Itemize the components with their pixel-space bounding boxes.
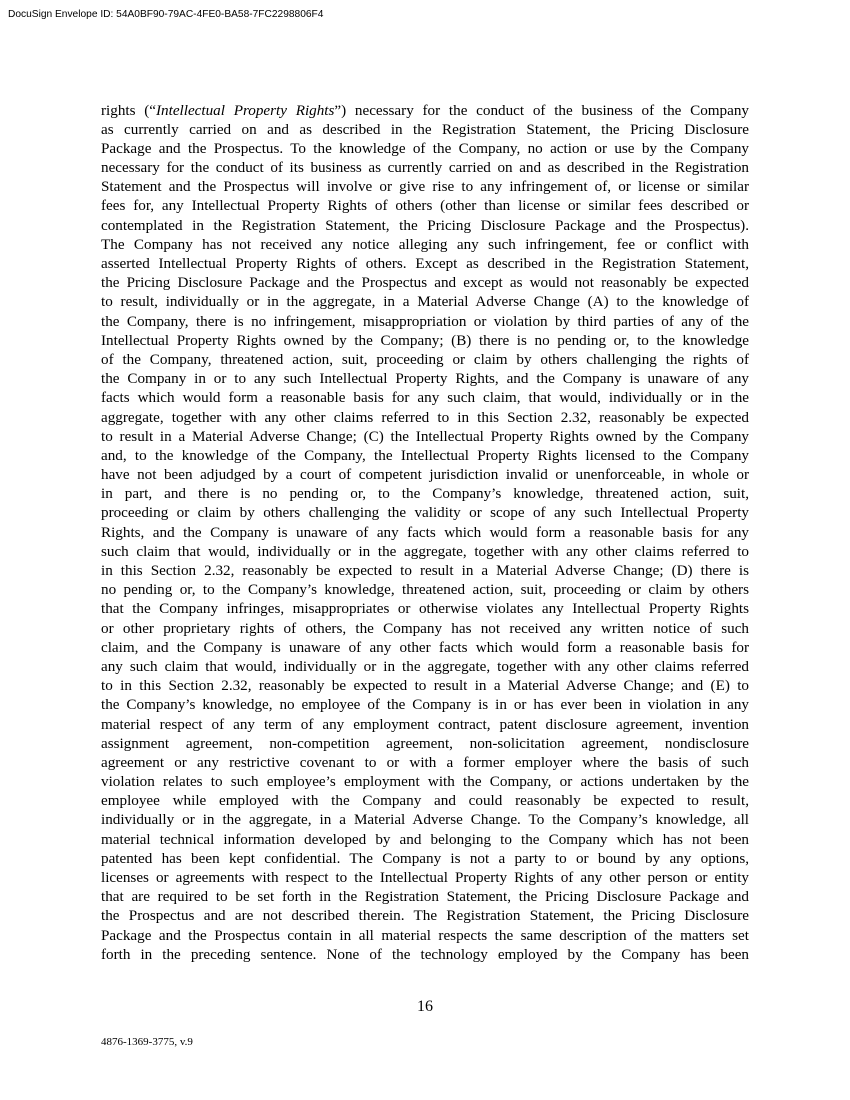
paragraph-line: and, to the knowledge of the Company, the Intellectual Property Rights licensed to the Company [101, 446, 749, 464]
paragraph-line: Rights, and the Company is unaware of any facts which would form a reasonable basis for any [101, 523, 749, 541]
paragraph-line: fees for, any Intellectual Property Rights of others (other than license or similar fees described or [101, 197, 749, 215]
docusign-envelope-id: DocuSign Envelope ID: 54A0BF90-79AC-4FE0-BA58-7FC2298806F4 [8, 9, 324, 20]
paragraph-line: or other proprietary rights of others, the Company has not received any written notice of such [101, 619, 749, 637]
paragraph-line: The Company has not received any notice alleging any such infringement, fee or conflict with [101, 235, 749, 253]
paragraph-line: have not been adjudged by a court of competent jurisdiction invalid or unenforceable, in whole or [101, 466, 749, 484]
paragraph-line: such claim that would, individually or in the aggregate, together with any other claims referred to [101, 542, 749, 560]
paragraph-line: necessary for the conduct of its business as currently carried on and as described in the Registration [101, 159, 749, 177]
paragraph-line: of the Company, threatened action, suit, proceeding or claim by others challenging the rights of [101, 350, 749, 368]
defined-term: Intellectual Property Rights [156, 101, 335, 119]
paragraph-line: to result in a Material Adverse Change; (C) the Intellectual Property Rights owned by the Company [101, 427, 749, 445]
paragraph-line: Package and the Prospectus contain in all material respects the same description of the matters set [101, 926, 749, 944]
body-paragraph [101, 101, 749, 964]
paragraph-line: to in this Section 2.32, reasonably be expected to result in a Material Adverse Change; and (E) to [101, 677, 749, 695]
page-number: 16 [417, 998, 433, 1015]
paragraph-line: forth in the preceding sentence. None of the technology employed by the Company has been [101, 945, 749, 963]
paragraph-line: aggregate, together with any other claims referred to in this Section 2.32, reasonably be expected [101, 408, 749, 426]
paragraph-line: assignment agreement, non-competition agreement, non-solicitation agreement, nondisclosure [101, 734, 749, 752]
paragraph-line: that are required to be set forth in the Registration Statement, the Pricing Disclosure Package and [101, 888, 749, 906]
paragraph-line: the Company’s knowledge, no employee of the Company is in or has ever been in violation in any [101, 696, 749, 714]
paragraph-line: individually or in the aggregate, in a Material Adverse Change. To the Company’s knowledge, all [101, 811, 749, 829]
paragraph-line: agreement or any restrictive covenant to or with a former employer where the basis of such [101, 753, 749, 771]
paragraph-line: claim, and the Company is unaware of any other facts which would form a reasonable basis for [101, 638, 749, 656]
paragraph-line: facts which would form a reasonable basis for any such claim, that would, individually or in the [101, 389, 749, 407]
paragraph-line: the Pricing Disclosure Package and the Prospectus and except as would not reasonably be expected [101, 274, 749, 292]
paragraph-line: the Company in or to any such Intellectual Property Rights, and the Company is unaware of any [101, 370, 749, 388]
paragraph-line: material technical information developed by and belonging to the Company which has not been [101, 830, 749, 848]
paragraph-line: that the Company infringes, misappropriates or otherwise violates any Intellectual Property Rights [101, 600, 749, 618]
paragraph-line: in this Section 2.32, reasonably be expected to result in a Material Adverse Change; (D) there is [101, 562, 749, 579]
paragraph-line: material respect of any term of any employment contract, patent disclosure agreement, invention [101, 715, 749, 733]
paragraph-line: contemplated in the Registration Statement, the Pricing Disclosure Package and the Prospectus). [101, 216, 749, 234]
paragraph-line: patented has been kept confidential. The Company is not a party to or bound by any options, [101, 849, 749, 867]
paragraph-line: licenses or agreements with respect to the Intellectual Property Rights of any other person or entity [101, 869, 749, 886]
paragraph-line: rights (“Intellectual Property Rights”) necessary for the conduct of the business of the Company [101, 101, 749, 119]
paragraph-line: violation relates to such employee’s employment with the Company, or actions undertaken by the [101, 773, 749, 791]
paragraph-line: in part, and there is no pending or, to the Company’s knowledge, threatened action, suit, [101, 485, 749, 503]
paragraph-line: no pending or, to the Company’s knowledge, threatened action, suit, proceeding or claim by others [101, 581, 749, 599]
paragraph-line: any such claim that would, individually or in the aggregate, together with any other claims referred [101, 657, 749, 675]
document-id: 4876-1369-3775, v.9 [101, 1036, 193, 1048]
paragraph-line: to result, individually or in the aggregate, in a Material Adverse Change (A) to the knowledge of [101, 293, 749, 311]
paragraph-line: proceeding or claim by others challenging the validity or scope of any such Intellectual Property [101, 504, 749, 522]
paragraph-line: as currently carried on and as described in the Registration Statement, the Pricing Disclosure [101, 120, 749, 138]
paragraph-line: employee while employed with the Company and could reasonably be expected to result, [101, 792, 749, 810]
paragraph-line: Package and the Prospectus. To the knowledge of the Company, no action or use by the Company [101, 139, 749, 157]
paragraph-line: the Company, there is no infringement, misappropriation or violation by third parties of any of the [101, 312, 749, 330]
paragraph-line: the Prospectus and are not described therein. The Registration Statement, the Pricing Disclosure [101, 907, 749, 925]
paragraph-line: Intellectual Property Rights owned by the Company; (B) there is no pending or, to the knowledge [101, 331, 749, 349]
paragraph-line: Statement and the Prospectus will involve or give rise to any infringement of, or license or similar [101, 178, 749, 196]
paragraph-line: asserted Intellectual Property Rights of others. Except as described in the Registration Statement, [101, 255, 749, 272]
